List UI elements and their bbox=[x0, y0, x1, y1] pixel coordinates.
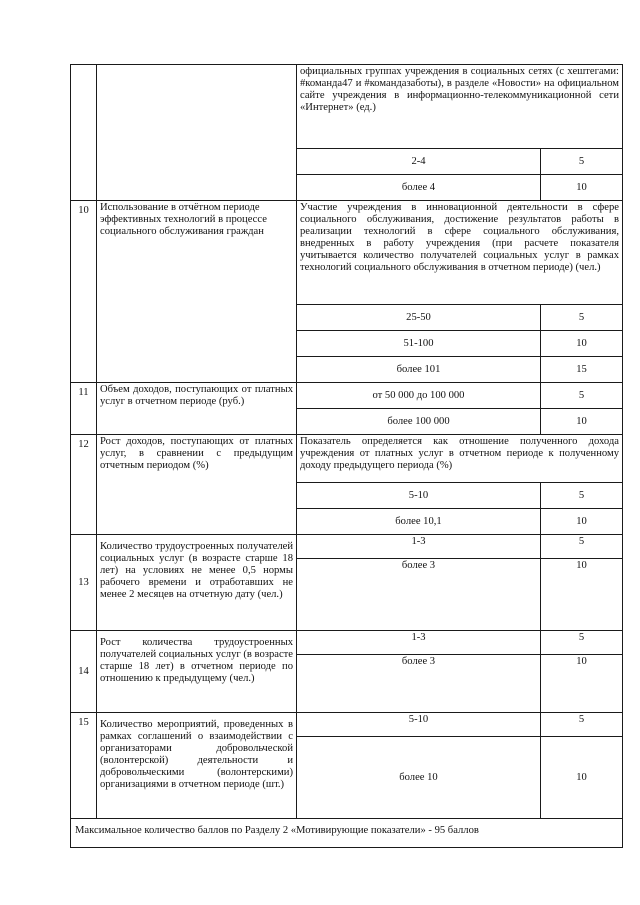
criterion-points: 5 bbox=[541, 149, 623, 175]
criterion-points: 5 bbox=[541, 305, 623, 331]
criterion-range: 2-4 bbox=[297, 149, 541, 175]
row-number: 10 bbox=[71, 201, 97, 383]
criterion-range: более 10 bbox=[297, 737, 541, 819]
indicator-name: Рост доходов, поступающих от платных услуг, в сравнении с предыдущим отчетным периодом (%) bbox=[97, 435, 297, 535]
indicator-name: Количество мероприятий, проведенных в рамках соглашений о взаимодействии с организаторами добровольческой (волонтерской) деятельности и добровольческими (волонтерскими) организациями в отчетном периоде (шт.) bbox=[97, 713, 297, 819]
indicators-table bbox=[70, 64, 623, 848]
criterion-range: 5-10 bbox=[297, 483, 541, 509]
table-row bbox=[71, 631, 623, 655]
criterion-range: более 3 bbox=[297, 559, 541, 631]
indicator-name: Использование в отчётном периоде эффективных технологий в процессе социального обслуживания граждан bbox=[97, 201, 297, 383]
criterion-range: от 50 000 до 100 000 bbox=[297, 383, 541, 409]
indicator-name: Объем доходов, поступающих от платных услуг в отчетном периоде (руб.) bbox=[97, 383, 297, 435]
criterion-range: 25-50 bbox=[297, 305, 541, 331]
criterion-points: 10 bbox=[541, 559, 623, 631]
table-row bbox=[71, 201, 623, 305]
criterion-points: 5 bbox=[541, 713, 623, 737]
criterion-points: 15 bbox=[541, 357, 623, 383]
table-row bbox=[71, 65, 623, 149]
criterion-points: 5 bbox=[541, 383, 623, 409]
row-number: 14 bbox=[71, 631, 97, 713]
criterion-description: официальных группах учреждения в социальных сетях (с хештегами: #команда47 и #командазаботы), в разделе «Новости» на официальном сайте учреждения в информационно-телекоммуникационной сети «Интернет» (ед.) bbox=[297, 65, 623, 149]
criterion-range: более 3 bbox=[297, 655, 541, 713]
criterion-range: более 100 000 bbox=[297, 409, 541, 435]
criterion-points: 10 bbox=[541, 655, 623, 713]
table-row bbox=[71, 535, 623, 559]
criterion-range: более 4 bbox=[297, 175, 541, 201]
criterion-range: 5-10 bbox=[297, 713, 541, 737]
total-points-note: Максимальное количество баллов по Разделу 2 «Мотивирующие показатели» - 95 баллов bbox=[71, 819, 623, 848]
criterion-range: 51-100 bbox=[297, 331, 541, 357]
criterion-range: 1-3 bbox=[297, 535, 541, 559]
criterion-range: 1-3 bbox=[297, 631, 541, 655]
table-row bbox=[71, 819, 623, 848]
criterion-description: Показатель определяется как отношение полученного дохода учреждения от платных услуг в отчетном периоде к полученному доходу предыдущего периода (%) bbox=[297, 435, 623, 483]
criterion-points: 10 bbox=[541, 331, 623, 357]
criterion-range: более 101 bbox=[297, 357, 541, 383]
row-number-cell bbox=[71, 65, 97, 201]
row-number: 12 bbox=[71, 435, 97, 535]
row-number: 13 bbox=[71, 535, 97, 631]
criterion-points: 10 bbox=[541, 509, 623, 535]
criterion-description: Участие учреждения в инновационной деятельности в сфере социального обслуживания, достижение результатов работы в реализации технологий в сфере социального обслуживания, внедренных в работу учреждения (при расчете показателя учитывается количество получателей социальных услуг в рамках технологий социального обслуживания в отчетном периоде) (чел.) bbox=[297, 201, 623, 305]
criterion-points: 5 bbox=[541, 631, 623, 655]
row-number: 11 bbox=[71, 383, 97, 435]
criterion-points: 5 bbox=[541, 535, 623, 559]
table-row bbox=[71, 713, 623, 737]
criterion-points: 10 bbox=[541, 737, 623, 819]
indicator-name-cell bbox=[97, 65, 297, 201]
row-number: 15 bbox=[71, 713, 97, 819]
criterion-points: 10 bbox=[541, 409, 623, 435]
table-row bbox=[71, 383, 623, 409]
indicator-name: Количество трудоустроенных получателей социальных услуг (в возрасте старше 18 лет) на условиях не менее 0,5 нормы рабочего времени и отработавших не менее 2 месяцев на отчетную дату (чел.) bbox=[97, 535, 297, 631]
criterion-points: 5 bbox=[541, 483, 623, 509]
indicator-name: Рост количества трудоустроенных получателей социальных услуг (в возрасте старше 18 лет) в отчетном периоде по отношению к предыдущему (чел.) bbox=[97, 631, 297, 713]
criterion-range: более 10,1 bbox=[297, 509, 541, 535]
document-table-wrapper bbox=[70, 64, 622, 848]
criterion-points: 10 bbox=[541, 175, 623, 201]
table-row bbox=[71, 435, 623, 483]
